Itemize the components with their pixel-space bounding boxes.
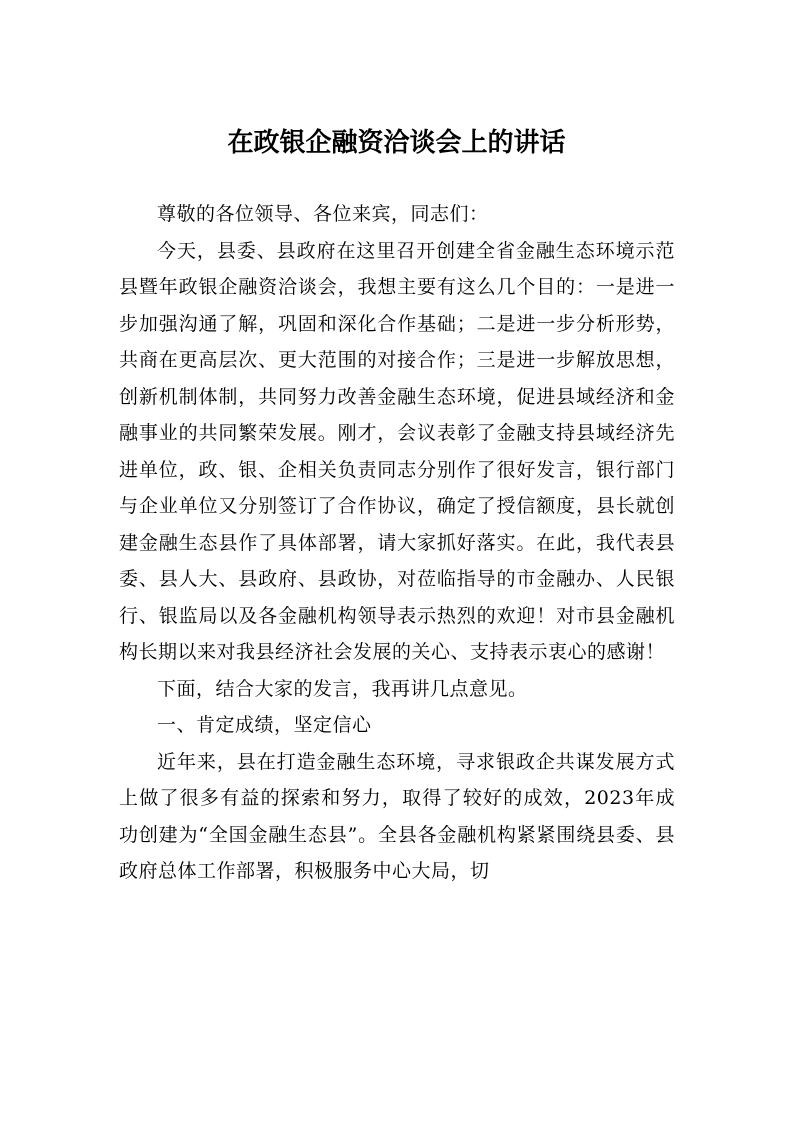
opening-paragraph: 今天，县委、县政府在这里召开创建全省金融生态环境示范县暨年政银企融资洽谈会，我想主要有这么几个目的：一是进一步加强沟通了解，巩固和深化合作基础；二是进一步分析形势，共商在更高层次、更大范围的对接合作；三是进一步解放思想，创新机制体制，共同努力改善金融生态环境，促进县域经济和金融事业的共同繁荣发展。刚才，会议表彰了金融支持县域经济先进单位，政、银、企相关负责同志分别作了很好发言，银行部门与企业单位又分别签订了合作协议，确定了授信额度，县长就创建金融生态县作了具体部署，请大家抓好落实。在此，我代表县委、县人大、县政府、县政协，对莅临指导的市金融办、人民银行、银监局以及各金融机构领导表示热烈的欢迎！对市县金融机构长期以来对我县经济社会发展的关心、支持表示衷心的感谢！ xyxy=(119,239,675,663)
section-1-paragraph: 近年来，县在打造金融生态环境，寻求银政企共谋发展方式上做了很多有益的探索和努力，取得了较好的成效，2023年成功创建为“全国金融生态县”。全县各金融机构紧紧围绕县委、县政府总体工作部署，积极服务中心大局，切 xyxy=(119,750,675,882)
salutation-paragraph: 尊敬的各位领导、各位来宾，同志们： xyxy=(157,203,489,225)
document-body xyxy=(119,196,675,890)
transition-paragraph: 下面，结合大家的发言，我再讲几点意见。 xyxy=(157,677,528,700)
section-heading-1: 一、肯定成绩，坚定信心 xyxy=(157,714,372,736)
document-title: 在政银企融资洽谈会上的讲话 xyxy=(227,128,566,158)
